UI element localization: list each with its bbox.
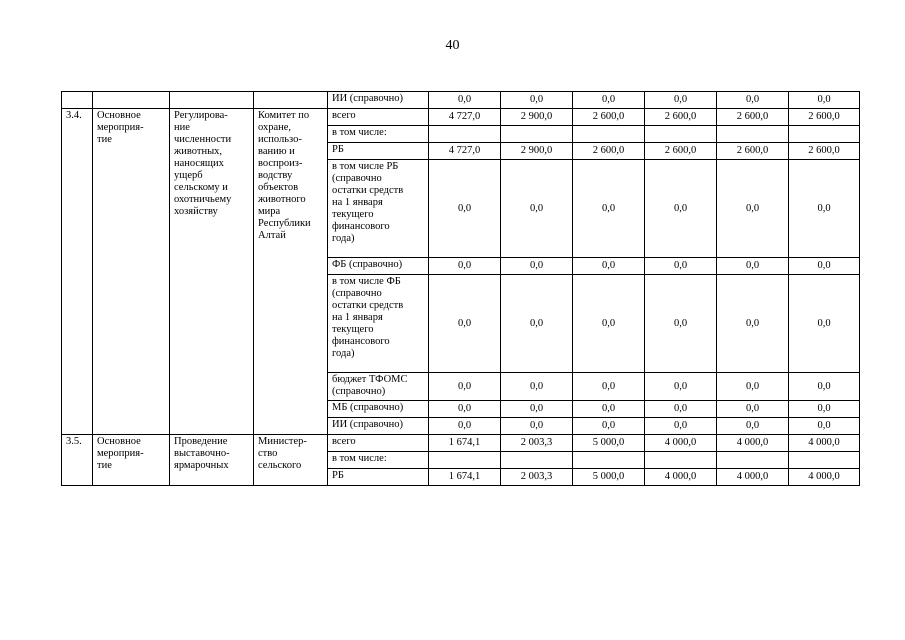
value-cell: 0,0 — [789, 258, 860, 275]
value-cell — [717, 126, 789, 143]
value-cell: 5 000,0 — [573, 435, 645, 452]
value-cell: 4 727,0 — [429, 109, 501, 126]
source-cell: всего — [328, 435, 429, 452]
value-cell: 0,0 — [789, 401, 860, 418]
value-cell: 4 000,0 — [645, 435, 717, 452]
source-cell: РБ — [328, 143, 429, 160]
section-type: Основное мероприя- тие — [93, 109, 170, 435]
value-cell: 0,0 — [501, 275, 573, 373]
value-cell: 0,0 — [717, 258, 789, 275]
value-cell: 0,0 — [501, 401, 573, 418]
value-cell: 0,0 — [573, 92, 645, 109]
source-cell: ФБ (справочно) — [328, 258, 429, 275]
section-name: Проведение выставочно- ярмарочных — [170, 435, 254, 486]
value-cell: 4 000,0 — [789, 469, 860, 486]
value-cell: 4 000,0 — [717, 469, 789, 486]
value-cell: 5 000,0 — [573, 469, 645, 486]
value-cell — [429, 452, 501, 469]
section-executor: Комитет по охране, использо- ванию и воспроиз- водству объектов животного мира Республики Алтай — [254, 109, 328, 435]
value-cell: 2 003,3 — [501, 435, 573, 452]
value-cell: 0,0 — [573, 373, 645, 401]
value-cell: 2 900,0 — [501, 109, 573, 126]
value-cell: 0,0 — [717, 401, 789, 418]
source-cell: в том числе ФБ (справочно остатки средств на 1 января текущего финансового года) — [328, 275, 429, 373]
budget-table — [61, 91, 860, 486]
value-cell: 0,0 — [645, 418, 717, 435]
value-cell: 2 600,0 — [789, 143, 860, 160]
value-cell: 0,0 — [645, 92, 717, 109]
value-cell: 4 000,0 — [789, 435, 860, 452]
value-cell: 1 674,1 — [429, 469, 501, 486]
section-executor: Министер- ство сельского — [254, 435, 328, 486]
value-cell — [717, 452, 789, 469]
page-number: 40 — [445, 38, 460, 53]
value-cell: 2 600,0 — [717, 109, 789, 126]
value-cell: 0,0 — [501, 418, 573, 435]
source-cell: в том числе: — [328, 126, 429, 143]
value-cell: 0,0 — [573, 160, 645, 258]
value-cell: 0,0 — [645, 160, 717, 258]
value-cell: 2 600,0 — [645, 143, 717, 160]
value-cell: 0,0 — [645, 401, 717, 418]
value-cell: 0,0 — [573, 258, 645, 275]
value-cell: 0,0 — [717, 418, 789, 435]
table-row — [62, 435, 860, 452]
number-cell — [62, 92, 93, 109]
source-cell: ИИ (справочно) — [328, 418, 429, 435]
section-type: Основное мероприя- тие — [93, 435, 170, 486]
value-cell — [429, 126, 501, 143]
table-row — [62, 109, 860, 126]
value-cell: 0,0 — [429, 275, 501, 373]
executor-cell — [254, 92, 328, 109]
value-cell: 2 600,0 — [573, 143, 645, 160]
section-number: 3.5. — [62, 435, 93, 486]
section-number: 3.4. — [62, 109, 93, 435]
value-cell: 0,0 — [429, 401, 501, 418]
value-cell: 0,0 — [501, 258, 573, 275]
value-cell: 0,0 — [429, 92, 501, 109]
value-cell: 0,0 — [573, 401, 645, 418]
value-cell: 0,0 — [429, 373, 501, 401]
value-cell — [789, 452, 860, 469]
source-cell: ИИ (справочно) — [328, 92, 429, 109]
value-cell: 0,0 — [429, 258, 501, 275]
value-cell — [501, 126, 573, 143]
value-cell: 0,0 — [789, 373, 860, 401]
value-cell: 0,0 — [717, 160, 789, 258]
value-cell: 0,0 — [501, 160, 573, 258]
value-cell: 0,0 — [789, 92, 860, 109]
value-cell: 4 727,0 — [429, 143, 501, 160]
value-cell: 0,0 — [789, 275, 860, 373]
value-cell — [645, 452, 717, 469]
value-cell: 2 900,0 — [501, 143, 573, 160]
value-cell: 1 674,1 — [429, 435, 501, 452]
value-cell: 0,0 — [429, 160, 501, 258]
value-cell: 0,0 — [645, 258, 717, 275]
type-cell — [93, 92, 170, 109]
value-cell — [645, 126, 717, 143]
source-cell: в том числе: — [328, 452, 429, 469]
value-cell: 4 000,0 — [717, 435, 789, 452]
value-cell: 2 600,0 — [645, 109, 717, 126]
value-cell: 0,0 — [789, 160, 860, 258]
source-cell: РБ — [328, 469, 429, 486]
source-cell: бюджет ТФОМС (справочно) — [328, 373, 429, 401]
value-cell: 4 000,0 — [645, 469, 717, 486]
value-cell — [573, 452, 645, 469]
value-cell: 0,0 — [429, 418, 501, 435]
value-cell: 0,0 — [789, 418, 860, 435]
value-cell: 2 600,0 — [573, 109, 645, 126]
value-cell — [573, 126, 645, 143]
value-cell: 0,0 — [717, 92, 789, 109]
value-cell: 2 600,0 — [717, 143, 789, 160]
section-name: Регулирова- ние численности животных, наносящих ущерб сельскому и охотничьему хозяйству — [170, 109, 254, 435]
source-cell: в том числе РБ (справочно остатки средств на 1 января текущего финансового года) — [328, 160, 429, 258]
source-cell: МБ (справочно) — [328, 401, 429, 418]
value-cell: 2 600,0 — [789, 109, 860, 126]
source-cell: всего — [328, 109, 429, 126]
value-cell — [789, 126, 860, 143]
value-cell: 0,0 — [717, 275, 789, 373]
value-cell: 0,0 — [573, 418, 645, 435]
value-cell — [501, 452, 573, 469]
table-row — [62, 92, 860, 109]
name-cell — [170, 92, 254, 109]
value-cell: 2 003,3 — [501, 469, 573, 486]
value-cell: 0,0 — [573, 275, 645, 373]
value-cell: 0,0 — [717, 373, 789, 401]
value-cell: 0,0 — [645, 373, 717, 401]
value-cell: 0,0 — [501, 373, 573, 401]
value-cell: 0,0 — [501, 92, 573, 109]
value-cell: 0,0 — [645, 275, 717, 373]
